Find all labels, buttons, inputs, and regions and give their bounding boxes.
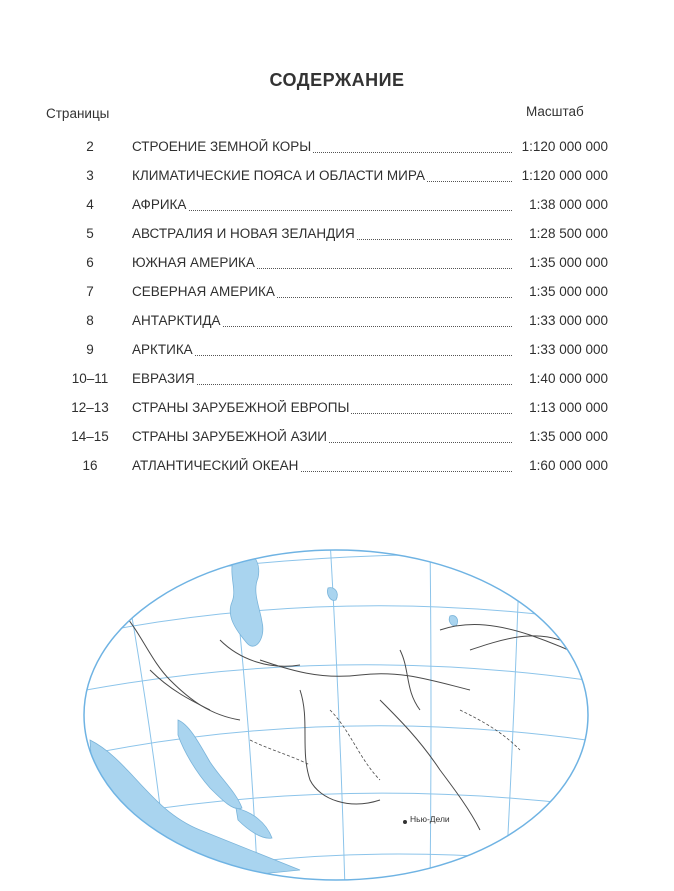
toc-title: ЕВРАЗИЯ	[132, 371, 512, 389]
toc-title: ЮЖНАЯ АМЕРИКА	[132, 255, 512, 273]
toc-entry	[0, 426, 674, 455]
toc-scale: 1:35 000 000	[529, 284, 608, 299]
page-title: СОДЕРЖАНИЕ	[269, 70, 405, 90]
decorative-map	[0, 530, 674, 891]
map-illustration	[0, 530, 674, 891]
toc-scale: 1:120 000 000	[521, 139, 608, 154]
toc-title: СТРОЕНИЕ ЗЕМНОЙ КОРЫ	[132, 139, 512, 157]
toc-page-number: 8	[86, 313, 94, 328]
toc-scale: 1:60 000 000	[529, 458, 608, 473]
toc-title: КЛИМАТИЧЕСКИЕ ПОЯСА И ОБЛАСТИ МИРА	[132, 168, 512, 186]
toc-scale: 1:28 500 000	[529, 226, 608, 241]
toc-page-number: 16	[82, 458, 98, 473]
pages-column-header: Страницы	[46, 106, 110, 121]
toc-scale: 1:40 000 000	[529, 371, 608, 386]
toc-entry	[0, 339, 674, 368]
city-label: Нью-Дели	[410, 814, 450, 824]
toc-page-number: 12–13	[71, 400, 109, 415]
toc-page-number: 9	[86, 342, 94, 357]
water-bodies	[90, 551, 458, 890]
toc-page-number: 5	[86, 226, 94, 241]
toc-title: СТРАНЫ ЗАРУБЕЖНОЙ ЕВРОПЫ	[132, 400, 512, 418]
toc-title: СЕВЕРНАЯ АМЕРИКА	[132, 284, 512, 302]
borders	[120, 610, 590, 830]
toc-scale: 1:35 000 000	[529, 255, 608, 270]
toc-title: АРКТИКА	[132, 342, 512, 360]
toc-page-number: 10–11	[71, 371, 109, 386]
toc-title: АФРИКА	[132, 197, 512, 215]
toc-title: АНТАРКТИДА	[132, 313, 512, 331]
toc-page-number: 14–15	[71, 429, 109, 444]
toc-entry	[0, 397, 674, 426]
toc-scale: 1:13 000 000	[529, 400, 608, 415]
toc-entry	[0, 310, 674, 339]
toc-scale: 1:33 000 000	[529, 313, 608, 328]
toc-entry	[0, 252, 674, 281]
toc-scale: 1:38 000 000	[529, 197, 608, 212]
toc-title: СТРАНЫ ЗАРУБЕЖНОЙ АЗИИ	[132, 429, 512, 447]
toc-page-number: 4	[86, 197, 94, 212]
scale-column-header: Масштаб	[526, 104, 584, 119]
toc-page-number: 3	[86, 168, 94, 183]
toc-scale: 1:35 000 000	[529, 429, 608, 444]
toc-entry	[0, 281, 674, 310]
toc-page-number: 2	[86, 139, 94, 154]
toc-scale: 1:33 000 000	[529, 342, 608, 357]
toc-entry	[0, 223, 674, 252]
toc-page-number: 6	[86, 255, 94, 270]
toc-entry	[0, 368, 674, 397]
toc-entry	[0, 165, 674, 194]
toc-scale: 1:120 000 000	[521, 168, 608, 183]
toc-entry	[0, 455, 674, 484]
toc-entry	[0, 136, 674, 165]
toc-title: АТЛАНТИЧЕСКИЙ ОКЕАН	[132, 458, 512, 476]
toc-page-number: 7	[86, 284, 94, 299]
toc-title: АВСТРАЛИЯ И НОВАЯ ЗЕЛАНДИЯ	[132, 226, 512, 244]
graticule	[60, 540, 620, 890]
table-of-contents	[0, 136, 674, 484]
toc-entry	[0, 194, 674, 223]
city-marker	[403, 820, 407, 824]
